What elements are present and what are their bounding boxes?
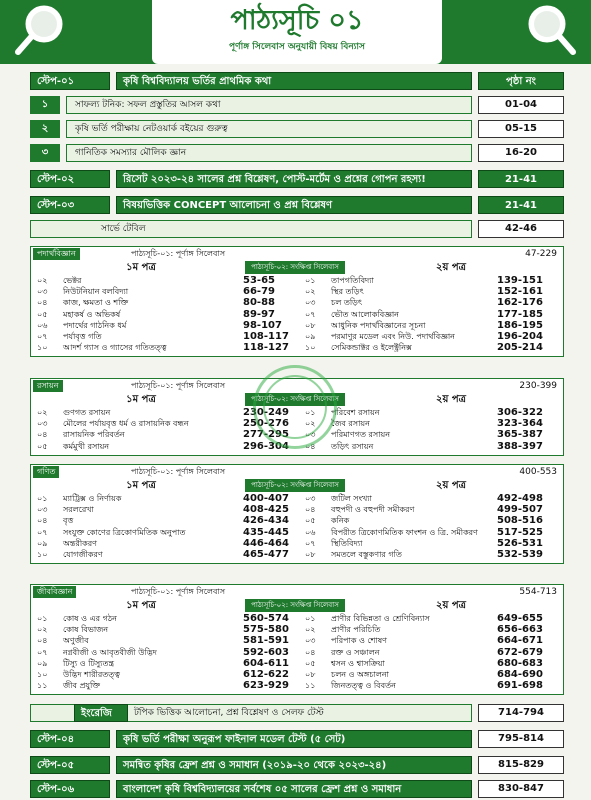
chapter-pages: 508-516 <box>497 515 543 527</box>
chapter-pages: 672-679 <box>497 646 543 658</box>
chapter-number: ০১ <box>37 614 48 623</box>
chapter-pages: 186-195 <box>497 319 543 331</box>
page-column-header: পৃষ্ঠা নং <box>478 72 564 90</box>
chapter-title: উদ্ভিদ শারীরতত্ত্ব <box>63 670 120 679</box>
chapter-pages: 118-127 <box>243 342 289 354</box>
chapter-pages: 435-445 <box>243 526 289 538</box>
chapter-number: ০৩ <box>305 494 316 503</box>
syllabus-section <box>30 246 564 357</box>
chapter-item <box>305 297 362 308</box>
chapter-item <box>305 624 380 635</box>
item-number: ১ <box>30 96 60 114</box>
survey-pages: 42-46 <box>478 220 564 238</box>
chapter-title: পদার্থের গাঠনিক ধর্ম <box>63 320 127 330</box>
chapter-title: কোষ বিভাজন <box>63 625 109 635</box>
chapter-title: রক্ত ও সঞ্চালন <box>331 647 380 657</box>
step-label: স্টেপ-০৬ <box>30 780 110 798</box>
chapter-title: ভেক্টর <box>63 276 82 285</box>
chapter-title: বহুপদী ও বহুপদী সমীকরণ <box>331 505 415 515</box>
chapter-item <box>305 331 455 342</box>
chapter-pages: 400-407 <box>243 493 289 504</box>
chapter-number: ০৬ <box>305 527 316 537</box>
english-text: টপিক ভিত্তিক আলোচনা, প্রশ্ন বিশ্লেষণ ও সেলফ টেস্ট <box>134 708 324 718</box>
chapter-pages: 89-97 <box>243 308 275 320</box>
chapter-title: প্রাণীর বিভিন্নতা ও শ্রেণিবিন্যাস <box>331 614 430 623</box>
chapter-item <box>37 613 117 624</box>
chapter-pages: 230-249 <box>243 407 289 418</box>
chapter-number: ১১ <box>37 681 48 691</box>
step2-label: স্টেপ-০২ <box>30 170 110 188</box>
chapter-number: ০৭ <box>305 309 316 319</box>
chapter-item <box>37 658 114 669</box>
section-subject-tag: জীববিজ্ঞান <box>33 586 76 598</box>
chapter-item <box>305 320 426 331</box>
section-page-range: 230-399 <box>519 381 557 391</box>
chapter-item <box>37 297 128 308</box>
chapter-number: ০১ <box>305 408 316 417</box>
section-header <box>31 585 563 599</box>
chapter-title: মহাকর্ষ ও অভিকর্ষ <box>63 309 121 319</box>
step3-pages: 21-41 <box>478 196 564 214</box>
paper2-heading: ২য় পত্র <box>435 600 466 611</box>
magnifier-icon <box>523 2 579 58</box>
chapter-number: ০৬ <box>37 320 48 330</box>
english-tag: ইংরেজি <box>74 704 128 722</box>
chapter-number: ০৫ <box>37 309 48 319</box>
chapter-item <box>305 504 414 515</box>
chapter-number: ০১ <box>305 614 316 623</box>
item-pages: 01-04 <box>478 96 564 114</box>
chapter-title: পরিবেশ রসায়ন <box>331 408 380 417</box>
chapter-pages: 296-304 <box>243 440 289 452</box>
chapter-number: ০৪ <box>37 516 48 526</box>
chapter-pages: 592-603 <box>243 646 289 658</box>
chapter-title: প্রাণীর পরিচিতি <box>331 625 381 635</box>
chapter-pages: 408-425 <box>243 504 289 516</box>
chapter-item <box>37 275 81 286</box>
chapter-title: যোগজীকরণ <box>63 550 103 559</box>
chapter-item <box>37 342 167 353</box>
step3-title: বিষয়ভিত্তিক CONCEPT আলোচনা ও প্রশ্ন বিশ্লেষণ <box>116 196 472 214</box>
paper1-heading: ১ম পত্র <box>126 394 156 405</box>
chapter-number: ০৮ <box>305 550 316 559</box>
item-pages: 05-15 <box>478 120 564 138</box>
chapter-item <box>37 493 121 504</box>
chapter-item <box>305 538 362 549</box>
chapter-item <box>37 418 189 429</box>
chapter-number: ১০ <box>305 343 316 353</box>
chapter-pages: 526-531 <box>497 537 543 549</box>
chapter-item <box>305 309 399 320</box>
step-label: স্টেপ-০৫ <box>30 756 110 774</box>
chapter-number: ০৪ <box>37 298 48 308</box>
chapter-item <box>37 441 109 452</box>
chapter-pages: 532-539 <box>497 549 543 560</box>
step-pages: 830-847 <box>478 780 564 798</box>
chapter-item <box>305 342 412 353</box>
chapter-number: ০৩ <box>37 419 48 429</box>
chapter-number: ০৩ <box>37 505 48 515</box>
chapter-title: পরিপাক ও শোষণ <box>331 636 387 646</box>
chapter-pages: 465-477 <box>243 549 289 560</box>
chapter-item <box>37 407 110 418</box>
chapter-title: আদর্শ গ্যাস ও গ্যাসের গতিতত্ত্ব <box>63 343 167 353</box>
chapter-item <box>37 680 100 691</box>
chapter-item <box>37 309 120 320</box>
syllabus-section <box>30 584 564 695</box>
chapter-title: ভৌত আলোকবিজ্ঞান <box>331 309 399 319</box>
chapter-title: জৈব রসায়ন <box>331 419 370 429</box>
chapter-pages: 664-671 <box>497 635 543 647</box>
chapter-title: জিনতত্ত্ব ও বিবর্তন <box>331 681 396 691</box>
chapter-item <box>305 275 374 286</box>
chapter-pages: 98-107 <box>243 319 282 331</box>
chapter-number: ১০ <box>37 343 48 353</box>
chapter-title: স্থির তড়িৎ <box>331 287 364 297</box>
section-subject-tag: গণিত <box>33 466 59 478</box>
chapter-number: ০১ <box>37 494 48 503</box>
chapter-title: চল তড়িৎ <box>331 298 363 308</box>
chapter-title: তড়িৎ রসায়ন <box>331 441 374 451</box>
full-syllabus-label: পাঠ্যসূচি-০১: পূর্ণাঙ্গ সিলেবাস <box>131 381 225 390</box>
chapter-number: ০২ <box>305 287 316 297</box>
chapter-number: ০২ <box>37 276 48 285</box>
section-header <box>31 247 563 261</box>
chapter-number: ১০ <box>37 550 48 559</box>
magnifier-icon <box>12 2 68 58</box>
chapter-item <box>37 429 125 440</box>
chapter-title: পরিমাণগত রসায়ন <box>331 430 391 440</box>
chapter-number: ০৯ <box>37 658 48 668</box>
chapter-number: ০৭ <box>37 527 48 537</box>
chapter-number: ০৭ <box>305 538 316 548</box>
section-page-range: 400-553 <box>519 467 557 477</box>
paper1-heading: ১ম পত্র <box>126 480 156 491</box>
chapter-pages: 656-663 <box>497 624 543 636</box>
step-label: স্টেপ-০৪ <box>30 730 110 748</box>
paper1-heading: ১ম পত্র <box>126 600 156 611</box>
chapter-number: ০৫ <box>37 441 48 451</box>
step1-title: কৃষি বিশ্ববিদ্যালয় ভর্তির প্রাথমিক কথা <box>116 72 472 90</box>
item-text: কৃষি ভর্তি পরীক্ষায় নেটওয়ার্ক বইয়ের গুরুত্ব <box>66 120 472 138</box>
item-number: ২ <box>30 120 60 138</box>
chapter-title: রাসায়নিক পরিবর্তন <box>63 430 125 440</box>
chapter-item <box>305 658 385 669</box>
chapter-title: টিস্যু ও টিস্যুতন্ত্র <box>63 658 115 668</box>
chapter-pages: 426-434 <box>243 515 289 527</box>
chapter-number: ০৩ <box>305 430 316 440</box>
chapter-number: ০৮ <box>305 670 316 679</box>
chapter-item <box>37 669 120 680</box>
chapter-number: ১০ <box>37 670 48 679</box>
chapter-title: সংযুক্ত কোণের ত্রিকোণমিতিক অনুপাত <box>63 527 186 537</box>
chapter-pages: 446-464 <box>243 537 289 549</box>
chapter-title: কাজ, ক্ষমতা ও শক্তি <box>63 298 129 308</box>
section-page-range: 554-713 <box>519 587 557 597</box>
chapter-pages: 323-364 <box>497 418 543 430</box>
chapter-title: নিউটনিয়ান বলবিদ্যা <box>63 287 129 297</box>
chapter-item <box>305 647 379 658</box>
chapter-pages: 612-622 <box>243 669 289 680</box>
chapter-item <box>305 635 387 646</box>
section-subject-tag: রসায়ন <box>33 380 63 392</box>
chapter-number: ০৪ <box>37 636 48 646</box>
chapter-pages: 277-295 <box>243 429 289 441</box>
chapter-title: সমতলে বস্তুকণার গতি <box>331 550 402 559</box>
step3-label: স্টেপ-০৩ <box>30 196 110 214</box>
chapter-title: বৃত্ত <box>63 516 74 526</box>
chapter-title: পর্যাবৃত্ত গতি <box>63 332 102 341</box>
chapter-number: ০৩ <box>305 636 316 646</box>
chapter-number: ০৮ <box>305 320 316 330</box>
chapter-number: ০৫ <box>305 516 316 526</box>
chapter-pages: 365-387 <box>497 429 543 441</box>
short-syllabus-label: পাঠ্যসূচি-০২: সংক্ষিপ্ত সিলেবাস <box>245 479 345 492</box>
chapter-pages: 604-611 <box>243 657 289 669</box>
chapter-item <box>37 515 73 526</box>
chapter-title: সেমিকন্ডাক্টর ও ইলেক্ট্রনিক্স <box>331 343 412 353</box>
chapter-pages: 680-683 <box>497 657 543 669</box>
chapter-pages: 388-397 <box>497 440 543 452</box>
chapter-title: বিপরীত ত্রিকোণমিতিক ফাংশন ও ত্রি. সমীকরণ <box>331 527 478 537</box>
chapter-pages: 53-65 <box>243 275 275 286</box>
chapter-item <box>305 549 402 560</box>
chapter-number: ০৩ <box>305 298 316 308</box>
chapter-title: তাপগতিবিদ্যা <box>331 276 374 285</box>
chapter-number: ০৩ <box>37 287 48 297</box>
short-syllabus-label: পাঠ্যসূচি-০২: সংক্ষিপ্ত সিলেবাস <box>245 393 345 406</box>
chapter-item <box>37 331 102 342</box>
chapter-number: ০৪ <box>305 647 316 657</box>
step1-label: স্টেপ-০১ <box>30 72 110 90</box>
syllabus-section <box>30 464 564 564</box>
chapter-pages: 139-151 <box>497 275 543 286</box>
chapter-pages: 162-176 <box>497 297 543 309</box>
paper1-heading: ১ম পত্র <box>126 262 156 273</box>
chapter-item <box>37 320 126 331</box>
chapter-pages: 623-929 <box>243 680 289 692</box>
chapter-pages: 517-525 <box>497 526 543 538</box>
chapter-pages: 108-117 <box>243 331 289 342</box>
chapter-pages: 80-88 <box>243 297 275 309</box>
chapter-number: ০৫ <box>305 658 316 668</box>
chapter-number: ০৯ <box>305 332 316 341</box>
chapter-pages: 649-655 <box>497 613 543 624</box>
chapter-item <box>305 527 478 538</box>
section-subject-tag: পদার্থবিজ্ঞান <box>33 248 80 260</box>
chapter-pages: 306-322 <box>497 407 543 418</box>
chapter-pages: 250-276 <box>243 418 289 430</box>
chapter-item <box>37 504 94 515</box>
item-pages: 16-20 <box>478 144 564 162</box>
chapter-pages: 560-574 <box>243 613 289 624</box>
chapter-number: ০৪ <box>305 505 316 515</box>
chapter-number: ০২ <box>37 625 48 635</box>
chapter-item <box>305 680 396 691</box>
item-text: সাফল্য টনিক: সফল প্রস্তুতির আসল কথা <box>66 96 472 114</box>
section-header <box>31 465 563 479</box>
chapter-pages: 492-498 <box>497 493 543 504</box>
chapter-number: ০১ <box>305 276 316 285</box>
step-pages: 815-829 <box>478 756 564 774</box>
chapter-title: সরলরেখা <box>63 505 94 515</box>
chapter-title: জীব প্রযুক্তি <box>63 681 101 691</box>
chapter-number: ০৪ <box>305 441 316 451</box>
chapter-pages: 177-185 <box>497 308 543 320</box>
chapter-number: ১১ <box>305 681 316 691</box>
chapter-pages: 684-690 <box>497 669 543 680</box>
chapter-item <box>305 613 430 624</box>
full-syllabus-label: পাঠ্যসূচি-০১: পূর্ণাঙ্গ সিলেবাস <box>131 467 225 476</box>
chapter-title: অণুজীব <box>63 636 89 646</box>
chapter-title: চলন ও অঙ্গচালনা <box>331 670 389 679</box>
chapter-title: মৌলের পর্যায়বৃত্ত ধর্ম ও রাসায়নিক বন্ধন <box>63 419 189 429</box>
short-syllabus-label: পাঠ্যসূচি-০২: সংক্ষিপ্ত সিলেবাস <box>245 261 345 274</box>
full-syllabus-label: পাঠ্যসূচি-০১: পূর্ণাঙ্গ সিলেবাস <box>131 249 225 258</box>
chapter-pages: 499-507 <box>497 504 543 516</box>
chapter-number: ০৭ <box>37 647 48 657</box>
step-title: সমন্বিত কৃষির ফ্রেশ প্রশ্ন ও সমাধান (২০১৯-২০ থেকে ২০২৩-২৪) <box>116 756 472 774</box>
chapter-item <box>37 635 89 646</box>
full-syllabus-label: পাঠ্যসূচি-০১: পূর্ণাঙ্গ সিলেবাস <box>131 587 225 596</box>
chapter-title: কোষ ও এর গঠন <box>63 614 117 623</box>
page-title: পাঠ্যসূচি ০১ <box>230 5 364 36</box>
chapter-title: শ্বসন ও শ্বাসক্রিয়া <box>331 658 385 668</box>
chapter-item <box>305 286 364 297</box>
chapter-item <box>37 538 97 549</box>
short-syllabus-label: পাঠ্যসূচি-০২: সংক্ষিপ্ত সিলেবাস <box>245 599 345 612</box>
chapter-number: ০৭ <box>37 332 48 341</box>
chapter-pages: 152-161 <box>497 286 543 298</box>
paper2-heading: ২য় পত্র <box>435 262 466 273</box>
chapter-number: ০২ <box>305 419 316 429</box>
chapter-title: স্থিতিবিদ্যা <box>331 538 363 548</box>
step-title: কৃষি ভর্তি পরীক্ষা অনুরূপ ফাইনাল মডেল টেস্ট (৫ সেট) <box>116 730 472 748</box>
chapter-pages: 691-698 <box>497 680 543 692</box>
english-pages: 714-794 <box>478 704 564 722</box>
step2-pages: 21-41 <box>478 170 564 188</box>
chapter-title: ম্যাট্রিক্স ও নির্ণায়ক <box>63 494 122 503</box>
chapter-number: ০২ <box>305 625 316 635</box>
chapter-item <box>305 669 389 680</box>
step-pages: 795-814 <box>478 730 564 748</box>
chapter-pages: 205-214 <box>497 342 543 354</box>
chapter-title: নগ্নবীজী ও আবৃতবীজী উদ্ভিদ <box>63 647 157 657</box>
chapter-item <box>37 286 128 297</box>
item-number: ৩ <box>30 144 60 162</box>
chapter-pages: 581-591 <box>243 635 289 647</box>
step2-title: রিসেট ২০২৩-২৪ সালের প্রশ্ন বিশ্লেষণ, পোস্ট-মর্টেম ও প্রশ্নের গোপন রহস্য! <box>116 170 472 188</box>
chapter-title: আধুনিক পদার্থবিজ্ঞানের সূচনা <box>331 320 426 330</box>
chapter-number: ০৯ <box>37 538 48 548</box>
chapter-item <box>37 527 186 538</box>
chapter-pages: 66-79 <box>243 286 275 298</box>
chapter-pages: 196-204 <box>497 331 543 342</box>
paper2-heading: ২য় পত্র <box>435 480 466 491</box>
chapter-title: পরমাণুর মডেল এবং নিউ. পদার্থবিজ্ঞান <box>331 332 455 341</box>
chapter-title: জটিল সংখ্যা <box>331 494 372 503</box>
chapter-title: কর্মমুখী রসায়ন <box>63 441 110 451</box>
chapter-title: অন্তরীকরণ <box>63 538 97 548</box>
chapter-item <box>37 549 103 560</box>
item-text: গানিতিক সমস্যার মৌলিক জ্ঞান <box>66 144 472 162</box>
title-card <box>152 0 442 64</box>
chapter-title: কনিক <box>331 516 350 526</box>
chapter-item <box>305 493 372 504</box>
paper2-heading: ২য় পত্র <box>435 394 466 405</box>
chapter-title: গুণগত রসায়ন <box>63 408 111 417</box>
chapter-item <box>37 624 108 635</box>
step-title: বাংলাদেশ কৃষি বিশ্ববিদ্যালয়ের সর্বশেষ ০৫ সালের ফ্রেশ প্রশ্ন ও সমাধান <box>116 780 472 798</box>
survey-table-row: সার্ভে টেবিল <box>30 220 472 238</box>
section-page-range: 47-229 <box>525 249 557 259</box>
page-subtitle: পূর্ণাঙ্গ সিলেবাস অনুযায়ী বিষয় বিন্যাস <box>229 42 365 52</box>
seal-stamp-inner <box>263 375 327 439</box>
chapter-item <box>305 515 349 526</box>
chapter-item <box>37 647 157 658</box>
chapter-number: ০৪ <box>37 430 48 440</box>
chapter-number: ০২ <box>37 408 48 417</box>
chapter-pages: 575-580 <box>243 624 289 636</box>
